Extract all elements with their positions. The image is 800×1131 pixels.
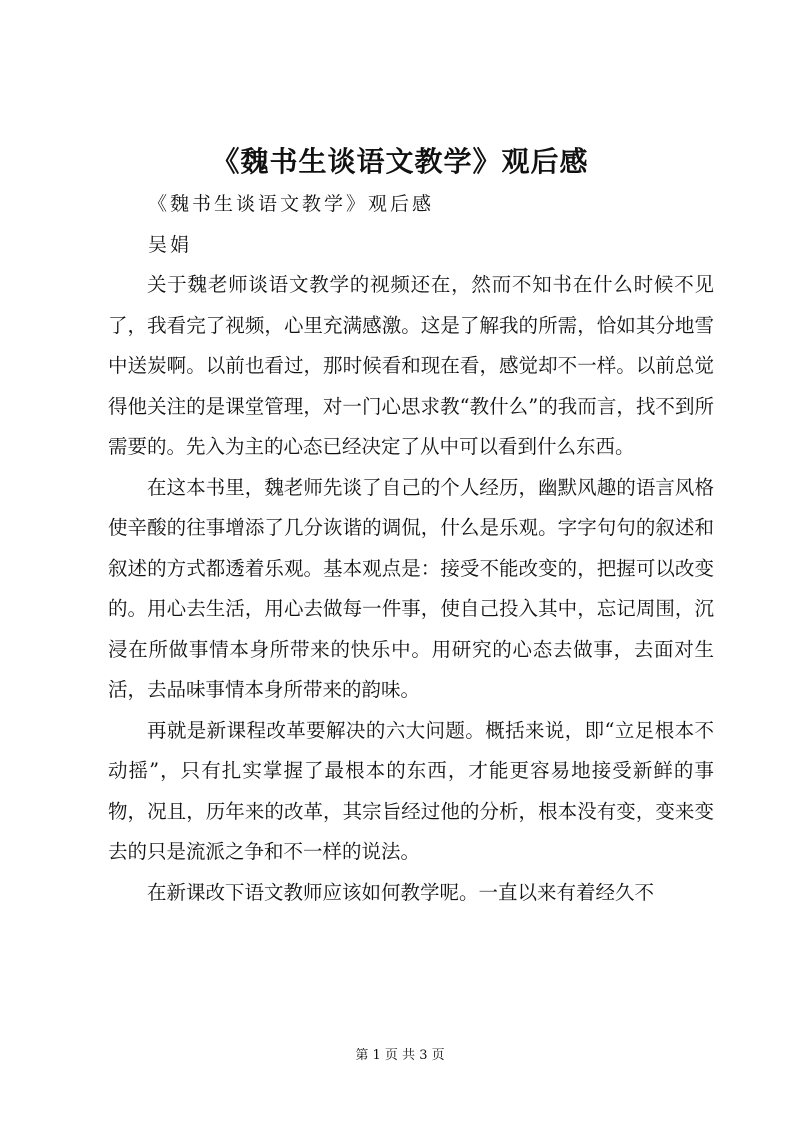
paragraph-3: 再就是新课程改革要解决的六大问题。概括来说，即“立足根本不动摇”，只有扎实掌握了最根本的东西，才能更容易地接受新鲜的事物，况且，历年来的改革，其宗旨经过他的分析，根本没有变，变来变去的只是流派之争和不一样的说法。: [108, 718, 714, 863]
paragraph-4: 在新课改下语文教师应该如何教学呢。一直以来有着经久不: [147, 880, 655, 904]
page-footer: 第 1 页 共 3 页: [355, 1048, 445, 1063]
author-name: 吴娟: [148, 234, 193, 256]
paragraph-1: 关于魏老师谈语文教学的视频还在，然而不知书在什么时候不见了，我看完了视频，心里充满感激。这是了解我的所需，恰如其分地雪中送炭啊。以前也看过，那时候看和现在看，感觉却不一样。以前总觉得他关注的是课堂管理，对一门心思求教“教什么”的我而言，找不到所需要的。先入为主的心态已经决定了从中可以看到什么东西。: [108, 273, 714, 458]
body-text: [108, 265, 714, 913]
paragraph-2: 在这本书里，魏老师先谈了自己的个人经历，幽默风趣的语言风格使辛酸的往事增添了几分诙谐的调侃，什么是乐观。字字句句的叙述和叙述的方式都透着乐观。基本观点是：接受不能改变的，把握可以改变的。用心去生活，用心去做每一件事，使自己投入其中，忘记周围，沉浸在所做事情本身所带来的快乐中。用研究的心态去做事，去面对生活，去品味事情本身所带来的韵味。: [108, 475, 714, 701]
document-subtitle: 《魏书生谈语文教学》观后感: [148, 193, 435, 215]
document-title: 《魏书生谈语文教学》观后感: [211, 145, 589, 178]
